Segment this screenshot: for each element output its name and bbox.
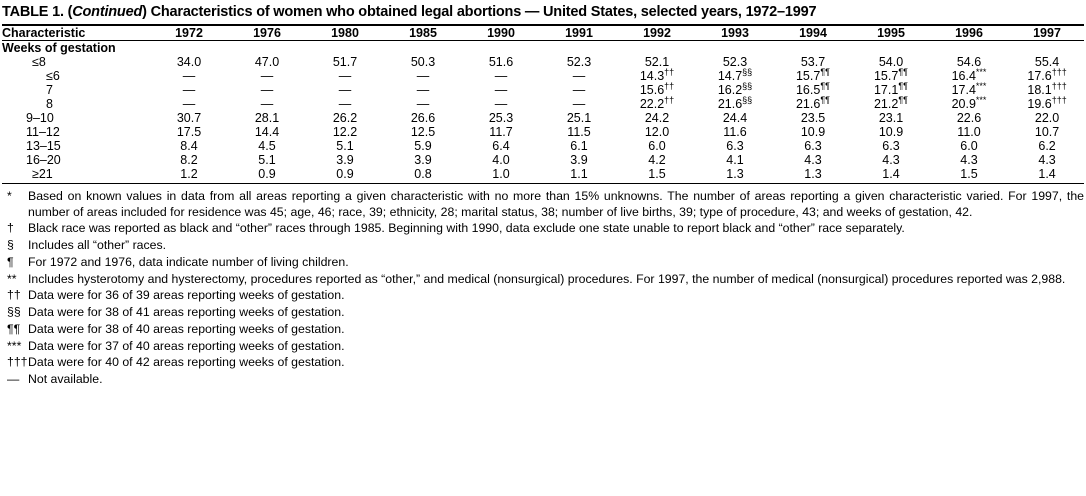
table-body-wrapper — [2, 41, 1086, 181]
table-cell: 23.1 — [878, 111, 904, 125]
table-section-row — [2, 41, 1086, 55]
table-cell: 17.5 — [176, 125, 202, 139]
table-cell: 6.3 — [726, 139, 744, 153]
footnote-mark: ††† — [7, 355, 28, 370]
table-cell: 1.1 — [570, 167, 588, 181]
table-cell: 4.5 — [258, 139, 276, 153]
footnote-marker: §§ — [742, 80, 753, 91]
table-title — [0, 0, 1086, 24]
footnote-mark: — — [7, 372, 20, 387]
footnote-text: Data were for 38 of 40 areas reporting weeks of gestation. — [28, 321, 345, 336]
table-cell: — — [572, 83, 586, 97]
table-title-prefix: TABLE 1. ( — [2, 4, 73, 20]
footnote — [2, 272, 1084, 288]
footnote-marker: ¶¶ — [898, 80, 908, 91]
table-cell: 17.6††† — [1027, 66, 1067, 83]
table-cell: 6.3 — [804, 139, 822, 153]
table-cell: 11.0 — [957, 125, 981, 139]
table-title-continued: Continued — [72, 4, 143, 20]
table-cell: 6.1 — [570, 139, 588, 153]
table-cell: 11.5 — [567, 125, 591, 139]
table-cell: — — [260, 69, 274, 83]
table-cell: 18.1††† — [1027, 80, 1067, 97]
table-cell: 14.3†† — [639, 66, 675, 83]
table-cell: 21.2¶¶ — [873, 94, 908, 111]
table-cell: 20.9*** — [951, 94, 987, 111]
table-cell: — — [182, 69, 196, 83]
row-label: 13–15 — [26, 139, 61, 153]
table-cell: 51.7 — [332, 55, 358, 69]
table-cell: 53.7 — [800, 55, 826, 69]
table-title-suffix: ) Characteristics of women who obtained legal abortions — United States, selected years, 1972–1997 — [142, 4, 817, 20]
table-cell: 17.1¶¶ — [873, 80, 908, 97]
table-cell: 10.9 — [800, 125, 826, 139]
footnote-text: Includes all “other” races. — [28, 238, 167, 253]
table-cell: 11.7 — [489, 125, 513, 139]
column-header-1980: 1980 — [331, 26, 359, 40]
footnote-marker: ††† — [1051, 66, 1067, 77]
table-cell: 1.5 — [648, 167, 666, 181]
footnote-marker: ¶¶ — [820, 80, 830, 91]
table-cell: 4.1 — [726, 153, 744, 167]
row-label: 7 — [46, 83, 53, 97]
footnote-mark: ¶¶ — [7, 321, 21, 336]
table-cell: 22.6 — [956, 111, 982, 125]
table-cell: 14.7§§ — [717, 66, 753, 83]
table-cell: 6.0 — [960, 139, 978, 153]
footnote-mark: †† — [7, 288, 21, 303]
table-cell: — — [572, 69, 586, 83]
table-cell: 4.3 — [804, 153, 822, 167]
table-body — [2, 41, 1086, 181]
table-cell: 4.3 — [960, 153, 978, 167]
table-cell: 8.2 — [180, 153, 198, 167]
column-header-1972: 1972 — [175, 26, 203, 40]
table-cell: 14.4 — [254, 125, 280, 139]
footnote-marker: §§ — [742, 66, 753, 77]
footnote-mark: §§ — [7, 305, 21, 320]
column-header-1995: 1995 — [877, 26, 905, 40]
footnote-text: For 1972 and 1976, data indicate number of living children. — [28, 254, 349, 269]
table-cell: 25.1 — [566, 111, 592, 125]
table-cell: 16.4*** — [951, 66, 987, 83]
table-cell: — — [182, 97, 196, 111]
table-cell: 16.5¶¶ — [795, 80, 830, 97]
footnote-marker: †† — [664, 80, 675, 91]
footnote-marker: ††† — [1051, 80, 1067, 91]
table-cell: 3.9 — [336, 153, 354, 167]
table-cell: 5.9 — [414, 139, 432, 153]
table-cell: 6.4 — [492, 139, 510, 153]
table-cell: 6.3 — [882, 139, 900, 153]
table-cell: 10.7 — [1034, 125, 1060, 139]
footnote-text: Data were for 38 of 41 areas reporting weeks of gestation. — [28, 305, 345, 320]
footnote-mark: § — [7, 238, 14, 253]
table-cell: 11.6 — [723, 125, 747, 139]
table-row — [2, 111, 1086, 125]
footnote-text: Not available. — [28, 372, 103, 387]
table-cell: 4.0 — [492, 153, 510, 167]
table-row — [2, 139, 1086, 153]
table-cell: 10.9 — [878, 125, 904, 139]
column-header-1993: 1993 — [721, 26, 749, 40]
footnote — [2, 355, 1084, 371]
table-cell: 30.7 — [176, 111, 202, 125]
footnote-text: Data were for 37 of 40 areas reporting weeks of gestation. — [28, 338, 345, 353]
table-header — [2, 26, 1086, 40]
footnote-marker: *** — [975, 66, 987, 77]
column-header-1990: 1990 — [487, 26, 515, 40]
table-cell: 25.3 — [488, 111, 514, 125]
column-header-1976: 1976 — [253, 26, 281, 40]
footnotes-block — [2, 184, 1084, 388]
table-cell: — — [338, 83, 352, 97]
column-header-1994: 1994 — [799, 26, 827, 40]
footnote-marker: ¶¶ — [820, 66, 830, 77]
row-label: 9–10 — [26, 111, 54, 125]
table-cell: 6.2 — [1038, 139, 1056, 153]
table-cell: 28.1 — [254, 111, 280, 125]
table-cell: — — [416, 97, 430, 111]
table-cell: 22.0 — [1034, 111, 1060, 125]
footnote — [2, 238, 1084, 254]
table-cell: 5.1 — [258, 153, 276, 167]
table-cell: 51.6 — [488, 55, 514, 69]
footnote-text: Includes hysterotomy and hysterectomy, procedures reported as “other,” and medical (nonsurgical) procedures. For 1997, the number of medical (nonsurgical) procedures reported was 2,988. — [28, 271, 1066, 286]
abortion-characteristics-table — [2, 26, 1086, 40]
table-cell: 19.6††† — [1027, 94, 1067, 111]
table-cell: — — [182, 83, 196, 97]
footnote — [2, 288, 1084, 304]
table-cell: 1.4 — [1038, 167, 1056, 181]
table-cell: 1.3 — [726, 167, 744, 181]
table-cell: 4.3 — [882, 153, 900, 167]
footnote-text: Data were for 36 of 39 areas reporting weeks of gestation. — [28, 288, 345, 303]
table-cell: 47.0 — [254, 55, 280, 69]
table-row — [2, 153, 1086, 167]
footnote-marker: ¶¶ — [820, 94, 830, 105]
footnote-marker: †† — [664, 66, 675, 77]
footnote-marker: *** — [975, 94, 987, 105]
table-cell: 8.4 — [180, 139, 198, 153]
table-cell: — — [338, 69, 352, 83]
table-cell: 21.6¶¶ — [795, 94, 830, 111]
table-cell: 15.7¶¶ — [795, 66, 830, 83]
table-cell: 6.0 — [648, 139, 666, 153]
row-label: ≥21 — [32, 167, 53, 181]
table-cell: 26.2 — [332, 111, 358, 125]
table-cell: 4.3 — [1038, 153, 1056, 167]
table-cell: 1.2 — [180, 167, 198, 181]
table-cell: 1.4 — [882, 167, 900, 181]
table-cell: — — [494, 69, 508, 83]
table-row — [2, 55, 1086, 69]
column-header-characteristic: Characteristic — [2, 26, 86, 40]
table-cell: 22.2†† — [639, 94, 675, 111]
footnote-marker: ¶¶ — [898, 94, 908, 105]
column-header-1991: 1991 — [565, 26, 593, 40]
row-label: ≤8 — [32, 55, 46, 69]
footnote-mark: ** — [7, 271, 17, 286]
table-cell: 3.9 — [570, 153, 588, 167]
footnote — [2, 255, 1084, 271]
header-row — [2, 26, 1086, 40]
table-cell: 4.2 — [648, 153, 666, 167]
table-cell: 12.0 — [644, 125, 670, 139]
table-cell: 52.3 — [722, 55, 748, 69]
footnote — [2, 189, 1084, 220]
table-cell: 15.6†† — [639, 80, 675, 97]
footnote-mark: ¶ — [7, 254, 14, 269]
table-row — [2, 97, 1086, 111]
footnote-marker: §§ — [742, 94, 753, 105]
footnote-text: Data were for 40 of 42 areas reporting weeks of gestation. — [28, 355, 345, 370]
table-cell: 5.1 — [336, 139, 354, 153]
table-cell: — — [416, 69, 430, 83]
table-cell: 0.8 — [414, 167, 432, 181]
table-cell: — — [338, 97, 352, 111]
row-label: ≤6 — [46, 69, 60, 83]
footnote-mark: *** — [7, 338, 22, 353]
footnote — [2, 339, 1084, 355]
column-header-1996: 1996 — [955, 26, 983, 40]
table-cell: — — [260, 83, 274, 97]
table-cell: 0.9 — [336, 167, 354, 181]
table-row — [2, 69, 1086, 83]
table-cell: 50.3 — [410, 55, 436, 69]
footnote-marker: ††† — [1051, 94, 1067, 105]
footnote-mark: † — [7, 221, 14, 236]
table-cell: 12.5 — [410, 125, 436, 139]
footnote-marker: ¶¶ — [898, 66, 908, 77]
table-cell: 26.6 — [410, 111, 436, 125]
table-row — [2, 167, 1086, 181]
table-cell: 54.6 — [956, 55, 982, 69]
column-header-1997: 1997 — [1033, 26, 1061, 40]
table-cell: — — [494, 83, 508, 97]
table-cell: 17.4*** — [951, 80, 987, 97]
row-label: 11–12 — [26, 125, 60, 139]
footnote-marker: *** — [975, 80, 987, 91]
table-cell: 3.9 — [414, 153, 432, 167]
column-header-1985: 1985 — [409, 26, 437, 40]
table-cell: 54.0 — [878, 55, 904, 69]
footnote — [2, 305, 1084, 321]
table-cell: 24.4 — [722, 111, 748, 125]
table-cell: — — [260, 97, 274, 111]
table-cell: — — [416, 83, 430, 97]
footnote-mark: * — [7, 189, 12, 203]
table-row — [2, 83, 1086, 97]
table-cell: 15.7¶¶ — [873, 66, 908, 83]
table-cell: 23.5 — [800, 111, 826, 125]
table-cell: — — [572, 97, 586, 111]
table-cell: 0.9 — [258, 167, 276, 181]
table-cell: 24.2 — [644, 111, 670, 125]
footnote — [2, 372, 1084, 388]
table-cell: 55.4 — [1034, 55, 1060, 69]
table-cell: 52.3 — [566, 55, 592, 69]
table-cell: 1.5 — [960, 167, 978, 181]
table-cell: — — [494, 97, 508, 111]
table-row — [2, 125, 1086, 139]
table-cell: 34.0 — [176, 55, 202, 69]
table-cell: 12.2 — [332, 125, 358, 139]
section-label-weeks-of-gestation: Weeks of gestation — [2, 41, 116, 55]
table-cell: 1.3 — [804, 167, 822, 181]
row-label: 8 — [46, 97, 53, 111]
footnote-marker: †† — [664, 94, 675, 105]
row-label: 16–20 — [26, 153, 61, 167]
table-cell: 52.1 — [644, 55, 670, 69]
table-cell: 21.6§§ — [717, 94, 753, 111]
table-cell: 16.2§§ — [717, 80, 753, 97]
footnote — [2, 322, 1084, 338]
footnote-text: Based on known values in data from all areas reporting a given characteristic with no more than 15% unknowns. The number of areas reporting a given characteristic varied. For 1997, the number of areas included for residence was 45; age, 46; race, 39; ethnicity, 28; marital status, 38; number of live births, 39; type of procedure, 43; and weeks of gestation, 42. — [28, 189, 1084, 219]
table-cell: 1.0 — [492, 167, 510, 181]
footnote-text: Black race was reported as black and “other” races through 1985. Beginning with 1990, data exclude one state unable to report black and “other” race separately. — [28, 221, 905, 236]
footnote — [2, 221, 1084, 237]
column-header-1992: 1992 — [643, 26, 671, 40]
